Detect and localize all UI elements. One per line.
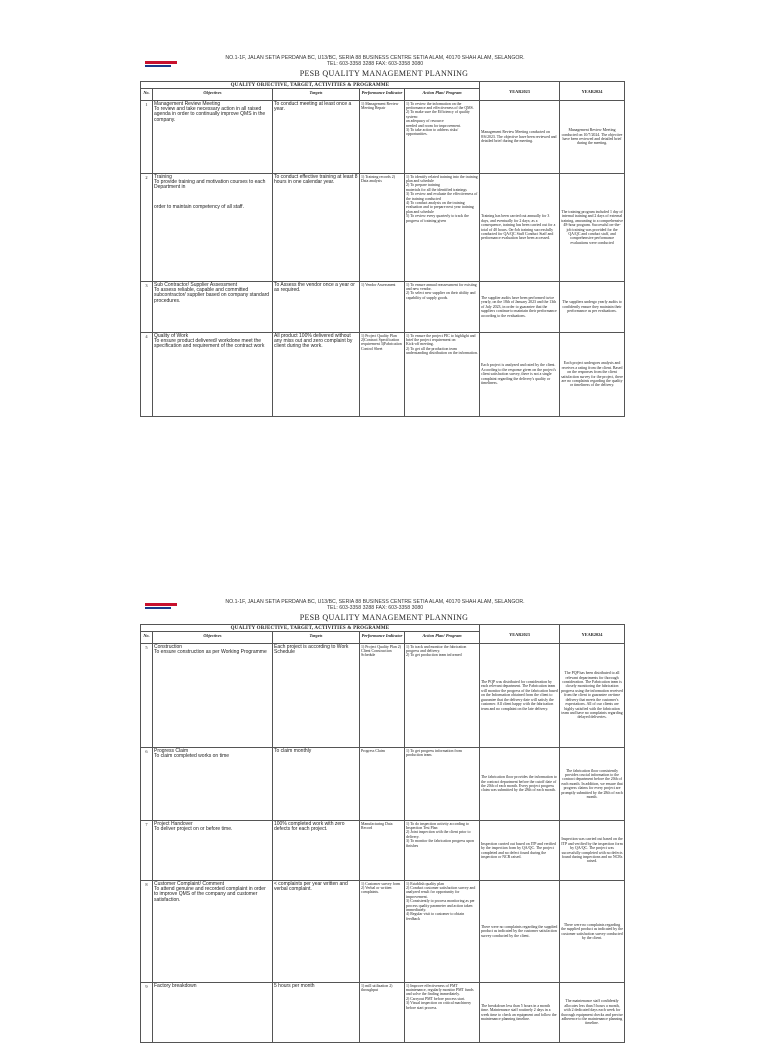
col-objectives: Objectives: [153, 632, 273, 644]
col-performance-indicator: Performance Indicator: [360, 89, 405, 101]
action-plan-item: 1) Establish quality plan: [406, 881, 444, 886]
action-plan-cell: [405, 644, 480, 748]
objective-description: To ensure construction as per Working Programme: [154, 648, 267, 655]
col-no: No.: [141, 89, 153, 101]
action-plan-item: 1) To track and monitor the fabrication progress and delivery.: [406, 644, 467, 653]
action-plan-cell: [405, 748, 480, 821]
page-title: PESB QUALITY MANAGEMENT PLANNING: [299, 613, 469, 622]
year1-result-cell: Training has been carried out annually for 3 days, and eventually for 2 days; as a consequence, training has been carried out for a total of 40 hours. On-Job training successfully conducted for QA/QC Staff Conduct Staff and performance evaluation have been accessed.: [480, 174, 560, 282]
action-plan-cell: [405, 101, 480, 174]
page2-rows: [141, 644, 625, 1043]
action-plan-item: 2) To make sure the Efficiency of quality system:: [406, 110, 470, 119]
performance-indicator-cell: Progress Claim: [360, 748, 405, 821]
row-number: 2: [141, 174, 153, 282]
table-row: [141, 282, 625, 333]
action-plan-item: 2) Carryout PMT before process start.: [406, 996, 466, 1001]
table-row: [141, 644, 625, 748]
address-line-1: NO.1-1F, JALAN SETIA PERDANA BC, U13/BC, SERIA 88 BUSINESS CENTRE SETIA ALAM, 40170 SHAH ALAM, SELANGOR.: [225, 599, 525, 605]
table-row: [141, 101, 625, 174]
year2-result-cell: Management Review Meeting conducted on 10/7/2024. The objective have been reviewed and detailed brief during the meeting.: [560, 101, 625, 174]
action-plan-item: 2) Conduct customer satisfaction survey and analyzed result for opportunity for improvement.: [406, 885, 476, 899]
col-action-plan: Action Plan/ Program: [405, 632, 480, 644]
row-number: 7: [141, 821, 153, 881]
year1-result-cell: There were no complaints regarding the supplied product as indicated by the customer satisfaction survey conducted by the client.: [480, 881, 560, 983]
objective-title: Construction: [154, 643, 183, 650]
year2-result-cell: There were no complaints regarding the supplied product as indicated by the customer satisfaction survey conducted by the client.: [560, 881, 625, 983]
target-cell: To Assess the vendor once a year or as required.: [273, 282, 360, 333]
year2-result-cell: The training program included 1 day of internal training and 2 days of external training, amounting to a comprehensive 48-hour program. Successful on-the-job training was provided for the QA/QC and conduct staff, and comprehensive performance evaluations were conducted: [560, 174, 625, 282]
logo-red-bar: [145, 61, 177, 64]
company-logo: [145, 603, 177, 610]
col-objectives: Objectives: [153, 89, 273, 101]
company-address: [180, 599, 570, 612]
objective-cell: [153, 644, 273, 748]
objective-description: To deliver project on or before time.: [154, 825, 233, 832]
objective-cell: [153, 101, 273, 174]
section-heading: QUALITY OBJECTIVE, TARGET, ACTIVITIES & PROGRAMME: [141, 82, 480, 89]
performance-indicator-cell: 1) Training records 2) Data analysis: [360, 174, 405, 282]
action-plan-item: 1) To review the information on the performance and effectiveness of the QMS.: [406, 101, 474, 110]
section-heading: QUALITY OBJECTIVE, TARGET, ACTIVITIES & PROGRAMME: [141, 625, 480, 632]
year1-result-cell: Each project is analyzed and rated by the client. According to the response given on the project's client satisfaction survey, there is not a single complaint regarding the delivery's quality or timeliness.: [480, 333, 560, 417]
action-plan-item: 4) To conduct analysis on the training evaluation and to prepare next year training plan and schedule: [406, 200, 474, 214]
company-address: [180, 55, 570, 68]
table-row: [141, 748, 625, 821]
company-logo: [145, 61, 177, 68]
col-performance-indicator: Performance Indicator: [360, 632, 405, 644]
performance-indicator-cell: Manufacturing Data Record: [360, 821, 405, 881]
action-plan-item: 3) To take action to address risks/ opportunities.: [406, 127, 459, 137]
logo-blue-bar: [145, 65, 171, 67]
table-row: [141, 333, 625, 417]
objective-cell: [153, 174, 273, 282]
row-number: 6: [141, 748, 153, 821]
address-line-2: TEL: 603-3358 3288 FAX: 603-3358 3080: [326, 605, 424, 612]
action-plan-cell: [405, 282, 480, 333]
performance-indicator-cell: 1) Project Quality Plan 2)Contract Specification requirement 3)Fabrication Control Sheet: [360, 333, 405, 417]
target-cell: < complaints per year written and verbal complaint.: [273, 881, 360, 983]
target-cell: 100% completed work with zero defects for each project.: [273, 821, 360, 881]
action-plan-item: needed and room for improvement.: [406, 123, 461, 128]
table-row: [141, 881, 625, 983]
action-plan-item: 2) To prepare training: [406, 183, 440, 188]
objective-continued: order to maintain competency of all staff.: [154, 203, 244, 210]
action-plan-item: 5) To review every quarterly to track the progress of training given: [406, 214, 469, 223]
objective-title: Progress Claim: [154, 747, 189, 754]
action-plan-item: 4) Regular visit to customer to obtain feedback: [406, 912, 465, 921]
action-plan-cell: [405, 821, 480, 881]
performance-indicator-cell: 1) mill utilization 2) throughput: [360, 983, 405, 1043]
address-line-1: NO.1-1F, JALAN SETIA PERDANA BC, U13/BC, SERIA 88 BUSINESS CENTRE SETIA ALAM, 40170 SHAH ALAM, SELANGOR.: [225, 55, 525, 61]
table-section-row: [141, 82, 625, 89]
action-plan-item: 2) To get production team informed: [406, 653, 462, 658]
action-plan-cell: [405, 333, 480, 417]
objective-description: To ensure product delivered/ workdone meet the specification and requirement of the contract work: [154, 337, 265, 350]
year1-heading: YEAR2023: [480, 82, 560, 101]
col-action-plan: Action Plan/ Program: [405, 89, 480, 101]
year1-result-cell: The supplier audits have been performed twice yearly, on the 18th of January 2023 and the 13th of July 2023, in order to guarantee that the suppliers continue to maintain their performance according to the evaluations.: [480, 282, 560, 333]
year2-result-cell: The fabrication floor consistently provides crucial information to the contract department before the 20th of each month. In addition, we ensure that progress claims for every project are promptly submitted by the 28th of each month.: [560, 748, 625, 821]
row-number: 9: [141, 983, 153, 1043]
table-row: [141, 983, 625, 1043]
col-no: No.: [141, 632, 153, 644]
action-plan-item: 1) To get progress information from production team.: [406, 748, 462, 757]
action-plan-item: an adequacy of resource: [406, 119, 444, 124]
page1-rows: [141, 101, 625, 417]
table-section-row: [141, 625, 625, 632]
objective-title: Sub Contractor/ Supplier Assessment: [154, 281, 238, 288]
action-plan-item: 2) Joint inspection with the client prior to delivery.: [406, 830, 471, 839]
col-targets: Targets: [273, 89, 360, 101]
year1-result-cell: The PQP was distributed for consideration by each relevant department. The Fabrication team will monitor the progress of the fabrication based on the Information obtained from the client to guarantee that the delivery date will satisfy the customer. All client happy with the fabrication team and no complaint on the late delivery.: [480, 644, 560, 748]
objective-title: Project Handover: [154, 820, 193, 827]
objective-title: Training: [154, 173, 172, 180]
objective-cell: [153, 983, 273, 1043]
action-plan-item: 1) To identify related training into the training plan and schedule: [406, 174, 478, 183]
performance-indicator-cell: 1) Customer survey form 2) Verbal or written complaints.: [360, 881, 405, 983]
logo-red-bar: [145, 603, 177, 606]
action-plan-item: 2) To get all the production team understanding distribution on the information.: [406, 346, 478, 356]
year2-result-cell: Inspection was carried out based on the ITP and verified by the inspection form by QA/QC. The project was successfully completed with no defects found during inspections and no NCRs raised.: [560, 821, 625, 881]
objective-title: Management Review Meeting: [154, 100, 221, 107]
action-plan-item: Kick-off meeting.: [406, 342, 434, 347]
target-cell: 5 hours per month: [273, 983, 360, 1043]
action-plan-cell: [405, 881, 480, 983]
target-cell: Each project is according to Work Schedule: [273, 644, 360, 748]
year2-result-cell: Each project undergoes analysis and receives a rating from the client. Based on the responses from the client satisfaction survey for the project, there are no complaints regarding the quality or timeliness of the delivery.: [560, 333, 625, 417]
objective-cell: [153, 748, 273, 821]
year1-result-cell: Inspection carried out based on ITP and verified by the inspection form by QA/QC. The project completed and no defect found during the inspection or NCR raised.: [480, 821, 560, 881]
action-plan-item: 1) To ensure the project PIC to highlight and brief the project requirement on: [406, 333, 476, 342]
target-cell: To conduct effective training at least 8 hours in one calendar year.: [273, 174, 360, 282]
action-plan-item: 1) To do inspection activity according to Inspection Test Plan: [406, 821, 469, 830]
target-cell: To claim monthly: [273, 748, 360, 821]
year2-result-cell: The suppliers undergo yearly audits to confidently ensure they maintain their performance as per evaluations.: [560, 282, 625, 333]
target-cell: To conduct meeting at least once a year.: [273, 101, 360, 174]
action-plan-cell: [405, 174, 480, 282]
objective-cell: [153, 333, 273, 417]
action-plan-item: 3) To monitor the fabrication progress upon finishes: [406, 839, 474, 848]
row-number: 1: [141, 101, 153, 174]
performance-indicator-cell: 1) Vendor Assessment: [360, 282, 405, 333]
year2-result-cell: The PQP has been distributed to all relevant departments for thorough consideration. The Fabrication team is closely monitoring the fabrication progress using the information received from the client to guarantee on-time delivery that meets the customer's expectations. All of our clients are highly satisfied with the fabrication team and have no complaints regarding delayed deliveries.: [560, 644, 625, 748]
action-plan-item: 3) Visual inspection on critical machinery before start process.: [406, 1001, 472, 1010]
objective-title: Customer Complaint/ Comment: [154, 880, 225, 887]
row-number: 8: [141, 881, 153, 983]
table-row: [141, 174, 625, 282]
objective-title: Quality of Work: [154, 332, 189, 339]
year1-heading: YEAR2023: [480, 625, 560, 644]
target-cell: All product 100% delivered without any miss out and zero complaint by client during the work.: [273, 333, 360, 417]
row-number: 3: [141, 282, 153, 333]
year2-heading: YEAR2024: [560, 82, 625, 101]
action-plan-item: materials for all the identified trainings: [406, 187, 467, 192]
quality-planning-table: [140, 81, 625, 417]
spacer: [154, 191, 271, 205]
year1-result-cell: The breakdown less than 5 hours in a month time. Maintenance staff routinely 2 days in a week time to check an equipment and follow the maintenance planning timeline.: [480, 983, 560, 1043]
action-plan-item: 3) Consistently to process monitoring as per process quality parameter and action taken immediately.: [406, 899, 475, 912]
objective-description: To provide training and motivation courses to each Department in: [154, 178, 266, 191]
page-title: PESB QUALITY MANAGEMENT PLANNING: [299, 69, 469, 78]
performance-indicator-cell: 1) Project Quality Plan 2) Client Construction Schedule: [360, 644, 405, 748]
document-page-1: [0, 0, 768, 512]
action-plan-cell: [405, 983, 480, 1043]
action-plan-item: 2) To select new supplier on their ability and capability of supply goods.: [406, 291, 476, 300]
document-page-2: [0, 512, 768, 1024]
row-number: 4: [141, 333, 153, 417]
table-row: [141, 821, 625, 881]
logo-blue-bar: [145, 607, 171, 609]
objective-cell: [153, 881, 273, 983]
year2-heading: YEAR2024: [560, 625, 625, 644]
performance-indicator-cell: 1) Management Review Meeting Repair: [360, 101, 405, 174]
address-line-2: TEL: 603-3358 3288 FAX: 603-3358 3080: [326, 61, 424, 68]
objective-description: To assess reliable, capable and committed subcontractor/ supplier based on company standard procedures.: [154, 286, 270, 304]
row-number: 5: [141, 644, 153, 748]
objective-description: To claim completed works on time: [154, 752, 230, 759]
col-targets: Targets: [273, 632, 360, 644]
objective-cell: [153, 821, 273, 881]
year1-result-cell: The fabrication floor provides the information to the contract department before the cutoff date of the 20th of each month. Every project progress claim was submitted by the 28th of each month.: [480, 748, 560, 821]
quality-planning-table: [140, 624, 625, 1043]
objective-description: To review and take necessary action in all raised agenda in order to continually improve QMS in the company.: [154, 105, 266, 123]
action-plan-item: 1) Improve effectiveness of PMT maintenance, regularly monitor PMT funds and solve the finding immediately.: [406, 983, 474, 997]
action-plan-item: 1) To ensure annual reassessment for existing and new vendor.: [406, 282, 477, 291]
action-plan-item: 3) To review and evaluate the effectiveness of the training conducted: [406, 192, 478, 201]
year2-result-cell: The maintenance staff confidently allocates less than 5 hours a month, with 2 dedicated days each week for thorough equipment checks and precise adherence to the maintenance planning timeline.: [560, 983, 625, 1043]
objective-description: To attend genuine and recorded complaint in order to improve QMS of the company and customer satisfaction.: [154, 885, 266, 903]
objective-title: Factory breakdown: [154, 982, 197, 989]
objective-cell: [153, 282, 273, 333]
year1-result-cell: Management Review Meeting conducted on 8/6/2023. The objective have been reviewed and detailed brief during the meeting.: [480, 101, 560, 174]
